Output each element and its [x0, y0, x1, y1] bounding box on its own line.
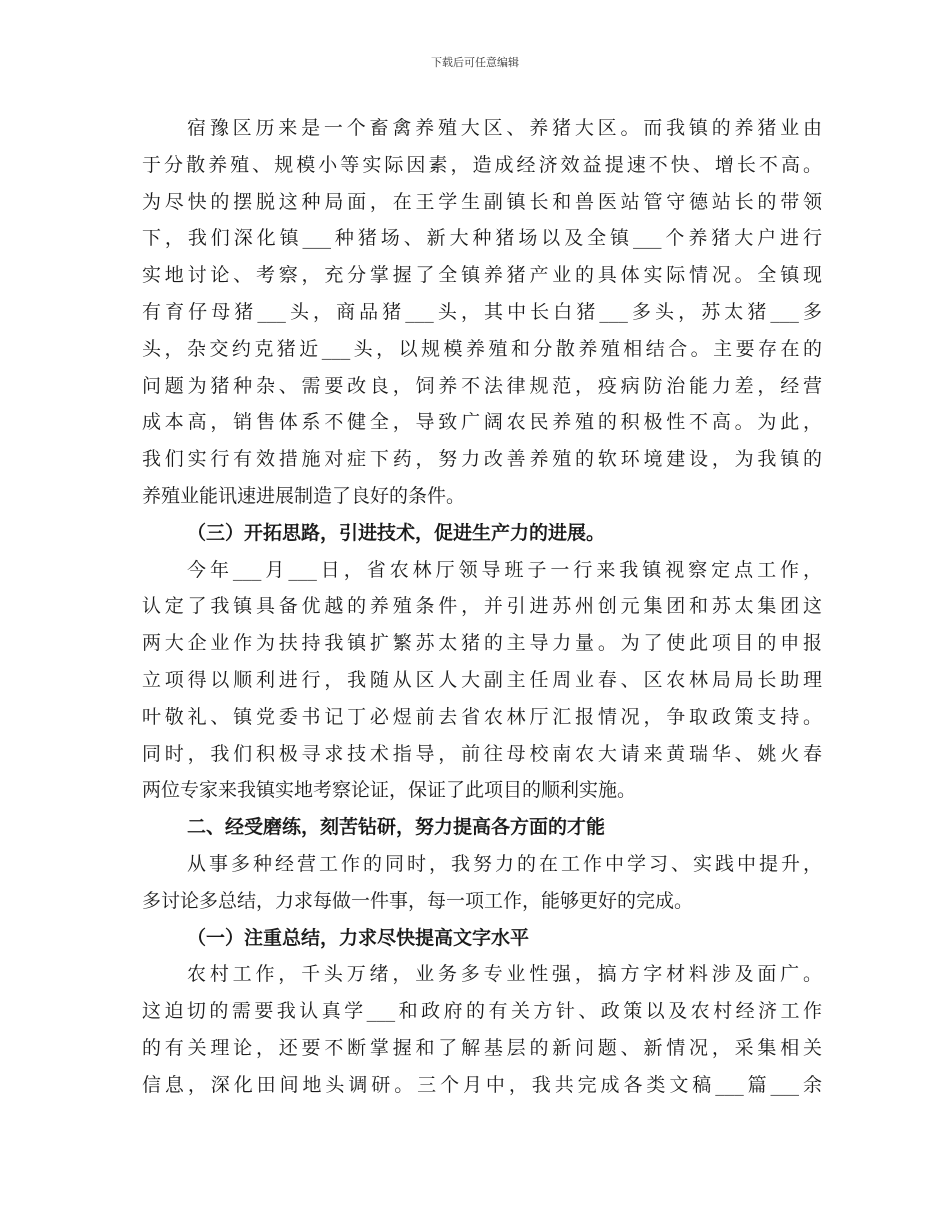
page-header: 下载后可任意编辑 [431, 56, 519, 69]
text-line: 农村工作，千头万绪，业务多专业性强，搞方字材料涉及面广。 [187, 963, 822, 986]
text-line: 于分散养殖、规模小等实际因素，造成经济效益提速不快、增长不高。 [142, 153, 822, 176]
text-line: 今年___月___日，省农林厅领导班子一行来我镇视察定点工作， [187, 558, 822, 581]
text-line: 认定了我镇具备优越的养殖条件，并引进苏州创元集团和苏太集团这 [142, 595, 822, 618]
text-line: 的有关理论，还要不断掌握和了解基层的新问题、新情况，采集相关 [142, 1036, 822, 1059]
text-line: 从事多种经营工作的同时，我努力的在工作中学习、实践中提升， [187, 852, 822, 875]
text-line: 下，我们深化镇___种猪场、新大种猪场以及全镇___个养猪大户进行 [142, 227, 822, 250]
text-line: 立项得以顺利进行，我随从区人大副主任周业春、区农林局局长助理 [142, 668, 822, 691]
text-line: 为尽快的摆脱这种局面，在王学生副镇长和兽医站管守德站长的带领 [142, 190, 822, 213]
text-line: 两位专家来我镇实地考察论证，保证了此项目的顺利实施。 [142, 779, 637, 802]
text-line: 同时，我们积极寻求技术指导，前往母校南农大请来黄瑞华、姚火春 [142, 742, 822, 765]
text-line: 两大企业作为扶持我镇扩繁苏太猪的主导力量。为了使此项目的申报 [142, 632, 822, 655]
text-line: 叶敬礼、镇党委书记丁必煜前去省农林厅汇报情况，争取政策支持。 [142, 705, 822, 728]
section-heading: （一）注重总结，力求尽快提高文字水平 [187, 926, 530, 949]
text-line: 多讨论多总结，力求每做一件事，每一项工作，能够更好的完成。 [142, 889, 694, 912]
text-line: 这迫切的需要我认真学___和政府的有关方针、政策以及农村经济工作 [142, 1000, 822, 1023]
text-line: 头，杂交约克猪近___头，以规模养殖和分散养殖相结合。主要存在的 [142, 337, 822, 360]
text-line: 实地讨论、考察，充分掌握了全镇养猪产业的具体实际情况。全镇现 [142, 264, 822, 287]
text-line: 成本高，销售体系不健全，导致广阔农民养殖的积极性不高。为此， [142, 411, 822, 434]
text-line: 养殖业能讯速进展制造了良好的条件。 [142, 484, 466, 507]
section-heading: （三）开拓思路，引进技术，促进生产力的进展。 [187, 521, 606, 544]
section-heading: 二、经受磨练，刻苦钻研，努力提高各方面的才能 [187, 816, 606, 839]
text-line: 我们实行有效措施对症下药，努力改善养殖的软环境建设，为我镇的 [142, 448, 822, 471]
text-line: 有育仔母猪___头，商品猪___头，其中长白猪___多头，苏太猪___多 [142, 300, 822, 323]
document-body [142, 110, 822, 1104]
text-line: 宿豫区历来是一个畜禽养殖大区、养猪大区。而我镇的养猪业由 [187, 117, 822, 139]
text-line: 问题为猪种杂、需要改良，饲养不法律规范，疫病防治能力差，经营 [142, 374, 822, 397]
text-line: 信息，深化田间地头调研。三个月中，我共完成各类文稿___篇___余 [142, 1073, 822, 1096]
